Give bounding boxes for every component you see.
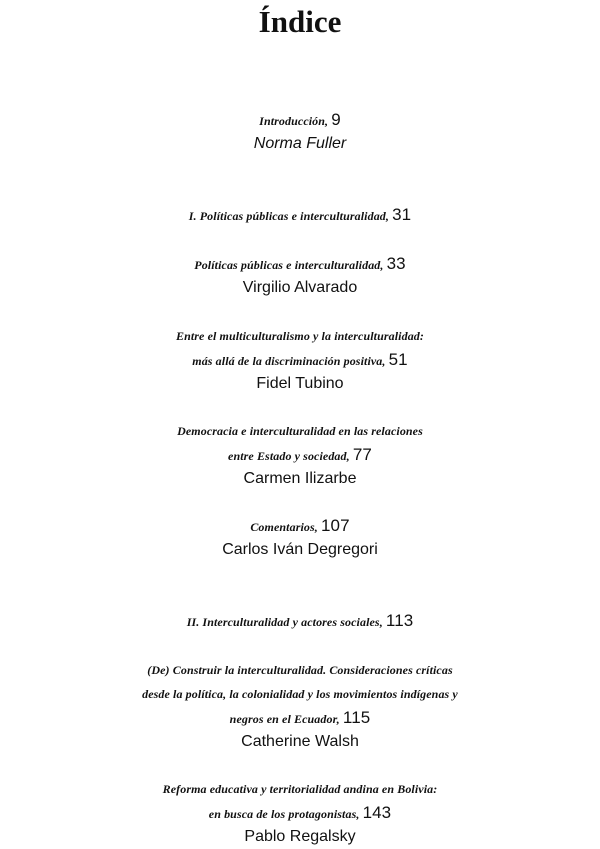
entry-author: Virgilio Alvarado [242,279,358,296]
toc-entry-comentarios [0,514,600,561]
entry-title-line: Políticas públicas e interculturalidad, 33 [194,254,406,273]
page-number: 143 [362,803,392,822]
page-number: 31 [392,205,412,224]
entry-title-line: Democracia e interculturalidad en las relaciones [177,424,423,438]
toc-entry-politicas-publicas [0,252,600,299]
page-number: 77 [352,445,372,464]
page-number: 51 [388,350,408,369]
section-title-line: II. Interculturalidad y actores sociales, 113 [186,611,414,630]
toc-section-2 [0,609,600,634]
page-number: 33 [386,254,406,273]
page-title: Índice [258,4,342,39]
toc-entry-democracia [0,419,600,490]
section-title-line: I. Políticas públicas e interculturalidad, 31 [188,205,412,224]
entry-author: Pablo Regalsky [244,828,356,845]
entry-title-line: Comentarios, 107 [250,516,350,535]
entry-title-line: más allá de la discriminación positiva, 51 [192,350,408,369]
toc-entry-de-construir [0,658,600,753]
toc-entry-multiculturalismo [0,324,600,395]
entry-title-line: Entre el multiculturalismo y la interculturalidad: [175,329,425,343]
entry-author: Catherine Walsh [241,733,359,750]
page-number: 115 [342,708,371,727]
entry-title-line: Reforma educativa y territorialidad andina en Bolivia: [162,782,438,796]
entry-title-line: (De) Construir la interculturalidad. Consideraciones críticas [147,663,453,677]
entry-title-line: desde la política, la colonialidad y los movimientos indígenas y [142,687,458,701]
entry-author: Carlos Iván Degregori [222,541,378,558]
toc-entry-reforma-educativa [0,777,600,848]
toc-section-1 [0,203,600,228]
entry-title-line: en busca de los protagonistas, 143 [208,803,392,822]
page-number: 113 [385,611,414,630]
entry-author: Fidel Tubino [256,375,344,392]
page-number: 9 [331,110,341,129]
toc-entry-introduccion [0,108,600,155]
entry-title-line: negros en el Ecuador, 115 [229,708,371,727]
entry-author: Norma Fuller [253,135,347,152]
entry-title-line: Introducción, 9 [259,110,341,129]
entry-author: Carmen Ilizarbe [243,470,357,487]
page-number: 107 [320,516,350,535]
entry-title-line: entre Estado y sociedad, 77 [228,445,372,464]
